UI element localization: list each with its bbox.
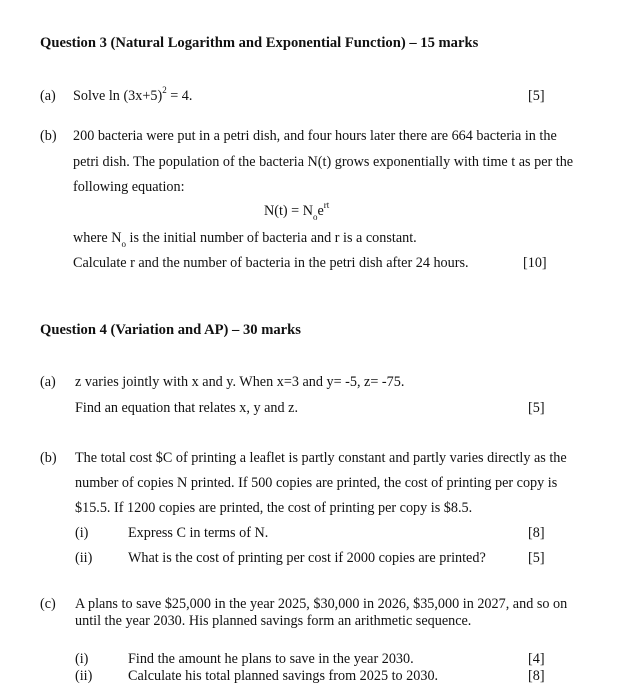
q3b-where: where $N_o$ is the initial number of bacteria and r is a constant. xyxy=(73,230,417,249)
q4b-line3: $15.5. If 1200 copies are printed, the cost of printing per copy is $8.5. xyxy=(75,500,473,516)
q3-title: Question 3 (Natural Logarithm and Exponential Function) – 15 marks xyxy=(40,35,479,51)
q4a-line1: z varies jointly with x and y. When x=3 and y= -5, z= -75. xyxy=(75,374,405,390)
q4b-i-marks: [8] xyxy=(528,525,545,541)
q3b-equation: $N(t) = N_oe^{rt}$ xyxy=(264,200,330,222)
q4b-i-label: (i) xyxy=(75,525,89,541)
q3b-line2: petri dish. The population of the bacteria N(t) grows exponentially with time t as per the xyxy=(73,154,574,170)
q4c-label: (c) xyxy=(40,596,56,612)
q4b-i-text: Express C in terms of N. xyxy=(128,525,269,541)
q4b-label: (b) xyxy=(40,450,57,466)
q4c-ii-marks: [8] xyxy=(528,668,545,684)
q3a-marks: [5] xyxy=(528,88,545,104)
q4a-label: (a) xyxy=(40,374,56,390)
q4a-line2: Find an equation that relates x, y and z. xyxy=(75,400,298,416)
q4a-marks: [5] xyxy=(528,400,545,416)
q3b-line1: 200 bacteria were put in a petri dish, and four hours later there are 664 bacteria in the xyxy=(73,128,557,144)
q3b-label: (b) xyxy=(40,128,57,144)
q4c-i-marks: [4] xyxy=(528,651,545,667)
q3b-line3: following equation: xyxy=(73,179,185,195)
q4c-ii-label: (ii) xyxy=(75,668,93,684)
q4c-line2: until the year 2030. His planned savings form an arithmetic sequence. xyxy=(75,613,472,629)
q4b-ii-label: (ii) xyxy=(75,550,93,566)
q4c-line1: A plans to save $25,000 in the year 2025, $30,000 in 2026, $35,000 in 2027, and so on xyxy=(75,596,568,612)
q4c-i-label: (i) xyxy=(75,651,89,667)
q4b-ii-text: What is the cost of printing per cost if 2000 copies are printed? xyxy=(128,550,486,566)
q4-title: Question 4 (Variation and AP) – 30 marks xyxy=(40,322,301,338)
q4b-ii-marks: [5] xyxy=(528,550,545,566)
q4c-i-text: Find the amount he plans to save in the year 2030. xyxy=(128,651,414,667)
q3a-text: Solve $\ln (3x+5)^2 = 4$. xyxy=(73,85,193,104)
q4b-line2: number of copies N printed. If 500 copies are printed, the cost of printing per copy is xyxy=(75,475,558,491)
q4c-ii-text: Calculate his total planned savings from 2025 to 2030. xyxy=(128,668,439,684)
q4b-line1: The total cost $C of printing a leaflet is partly constant and partly varies directly as the xyxy=(75,450,567,466)
q3b-marks: [10] xyxy=(523,255,547,271)
q3a-label: (a) xyxy=(40,88,56,104)
q3b-calc: Calculate r and the number of bacteria in the petri dish after 24 hours. xyxy=(73,255,469,271)
